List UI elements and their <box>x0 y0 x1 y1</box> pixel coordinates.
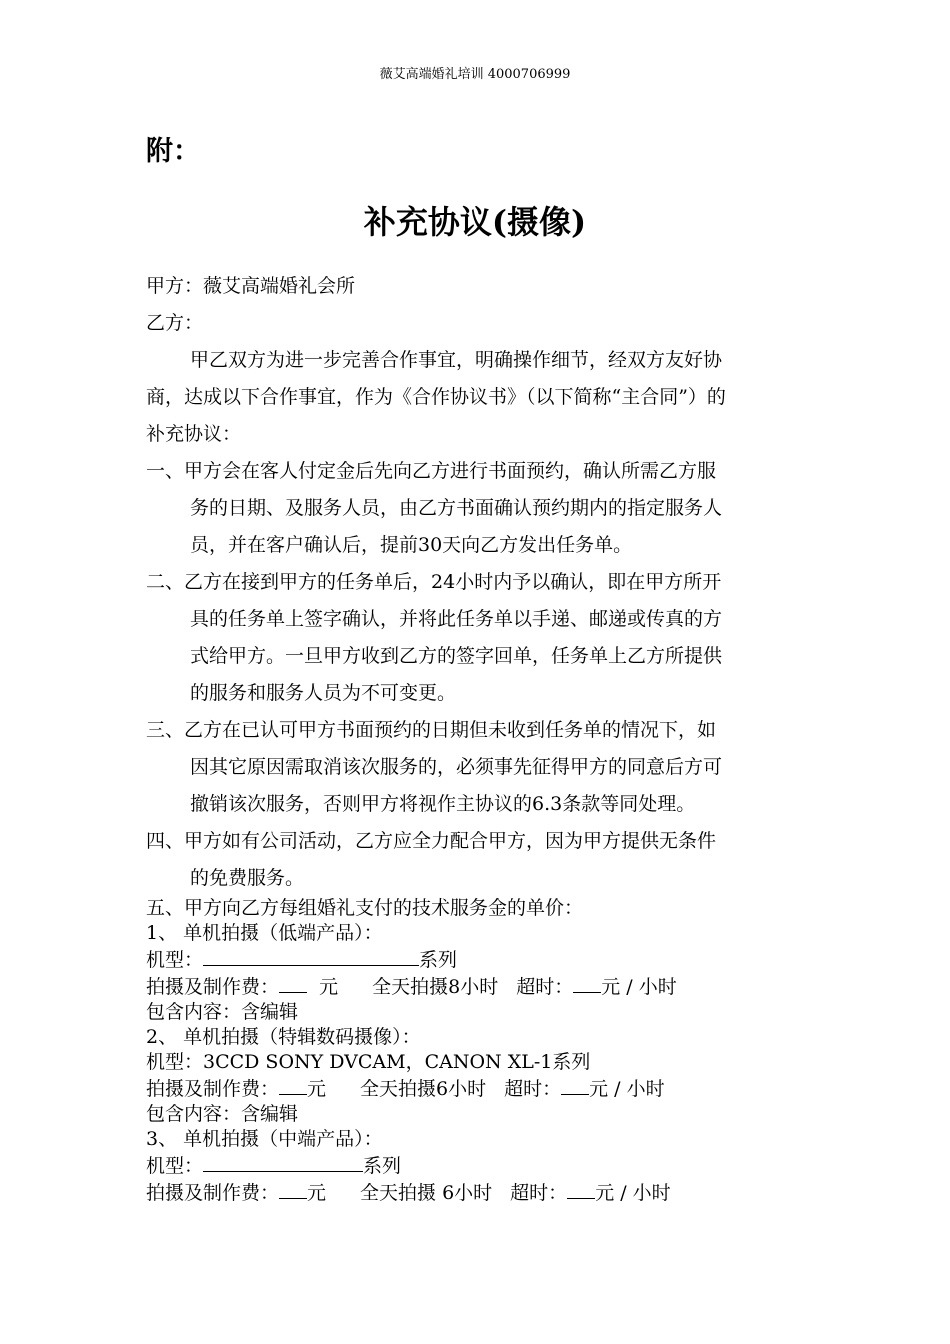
clause-2 <box>146 564 808 712</box>
pricing-model-row: 机型：3CCD SONY DVCAM，CANON XL-1系列 <box>146 1051 591 1073</box>
pricing-item-title: 2、 单机拍摄（特辑数码摄像）： <box>146 1026 421 1048</box>
pricing-section <box>146 896 808 1206</box>
clause-number: 一、 <box>146 460 185 482</box>
model-label: 机型： <box>146 1155 204 1177</box>
clause-number: 三、 <box>146 719 185 741</box>
pricing-model-row <box>146 946 808 973</box>
pricing-heading: 五、甲方向乙方每组婚礼支付的技术服务金的单价： <box>146 897 584 919</box>
overtime-label: 超时： <box>516 976 574 998</box>
clause-line: 乙方在接到甲方的任务单后，24小时内予以确认，即在甲方所开 <box>184 571 722 593</box>
clause-line: 的服务和服务人员为不可变更。 <box>190 682 457 704</box>
pricing-item-title: 3、 单机拍摄（中端产品）： <box>146 1128 383 1150</box>
pricing-content: 包含内容：含编辑 <box>146 1103 299 1125</box>
shoot-hours: 全天拍摄6小时 <box>360 1078 487 1100</box>
pricing-item-title: 1、 单机拍摄（低端产品）： <box>146 922 383 944</box>
model-suffix: 系列 <box>419 949 458 971</box>
clause-line: 具的任务单上签字确认，并将此任务单以手递、邮递或传真的方 <box>190 608 723 630</box>
intro-line: 甲乙双方为进一步完善合作事宜，明确操作细节，经双方友好协 <box>190 349 723 371</box>
clause-number: 二、 <box>146 571 185 593</box>
clause-line: 务的日期、及服务人员，由乙方书面确认预约期内的指定服务人 <box>190 497 723 519</box>
document-title: 补充协议(摄像) <box>363 203 587 241</box>
fee-label: 拍摄及制作费： <box>146 976 280 998</box>
pricing-model-row <box>146 1152 808 1179</box>
overtime-label: 超时： <box>504 1078 562 1100</box>
intro-line: 商，达成以下合作事宜，作为《合作协议书》（以下简称“主合同”）的 <box>146 386 726 408</box>
party-a: 甲方：薇艾高端婚礼会所 <box>146 275 356 297</box>
clause-line: 甲方如有公司活动，乙方应全力配合甲方，因为甲方提供无条件 <box>184 830 717 852</box>
overtime-blank <box>561 1075 589 1095</box>
intro-paragraph <box>146 342 808 453</box>
clause-line: 乙方在已认可甲方书面预约的日期但未收到任务单的情况下，如 <box>184 719 717 741</box>
pricing-fee-row <box>146 1179 808 1206</box>
fee-label: 拍摄及制作费： <box>146 1182 280 1204</box>
overtime-unit: 元 / 小时 <box>589 1078 665 1100</box>
clause-line: 撤销该次服务，否则甲方将视作主协议的6.3条款等同处理。 <box>190 793 696 815</box>
fee-blank <box>279 1075 307 1095</box>
shoot-hours: 全天拍摄8小时 <box>372 976 499 998</box>
clause-line: 的免费服务。 <box>190 867 305 889</box>
clause-3 <box>146 712 808 823</box>
fee-blank <box>279 1179 307 1199</box>
model-blank <box>203 946 419 966</box>
pricing-fee-row <box>146 973 808 1000</box>
fee-unit: 元 <box>307 1078 327 1100</box>
clause-line: 员，并在客户确认后，提前30天向乙方发出任务单。 <box>190 534 633 556</box>
overtime-blank <box>567 1179 595 1199</box>
attachment-label: 附： <box>146 136 200 167</box>
model-label: 机型： <box>146 949 204 971</box>
shoot-hours: 全天拍摄 6小时 <box>360 1182 493 1204</box>
overtime-unit: 元 / 小时 <box>601 976 677 998</box>
clause-number: 四、 <box>146 830 185 852</box>
pricing-content: 包含内容：含编辑 <box>146 1001 299 1023</box>
model-blank <box>203 1152 363 1172</box>
clause-4 <box>146 823 808 897</box>
agreement-body <box>146 268 808 897</box>
intro-line: 补充协议： <box>146 423 242 445</box>
fee-unit: 元 <box>319 976 339 998</box>
model-suffix: 系列 <box>363 1155 402 1177</box>
party-b: 乙方： <box>146 312 204 334</box>
fee-unit: 元 <box>307 1182 327 1204</box>
overtime-unit: 元 / 小时 <box>595 1182 671 1204</box>
clause-1 <box>146 453 808 564</box>
fee-label: 拍摄及制作费： <box>146 1078 280 1100</box>
overtime-blank <box>573 973 601 993</box>
clause-line: 甲方会在客人付定金后先向乙方进行书面预约，确认所需乙方服 <box>184 460 717 482</box>
overtime-label: 超时： <box>510 1182 568 1204</box>
pricing-fee-row <box>146 1075 808 1102</box>
clause-line: 式给甲方。一旦甲方收到乙方的签字回单，任务单上乙方所提供 <box>190 645 723 667</box>
clause-line: 因其它原因需取消该次服务的，必须事先征得甲方的同意后方可 <box>190 756 723 778</box>
fee-blank <box>279 973 307 993</box>
page-header: 薇艾高端婚礼培训 4000706999 <box>379 67 571 82</box>
